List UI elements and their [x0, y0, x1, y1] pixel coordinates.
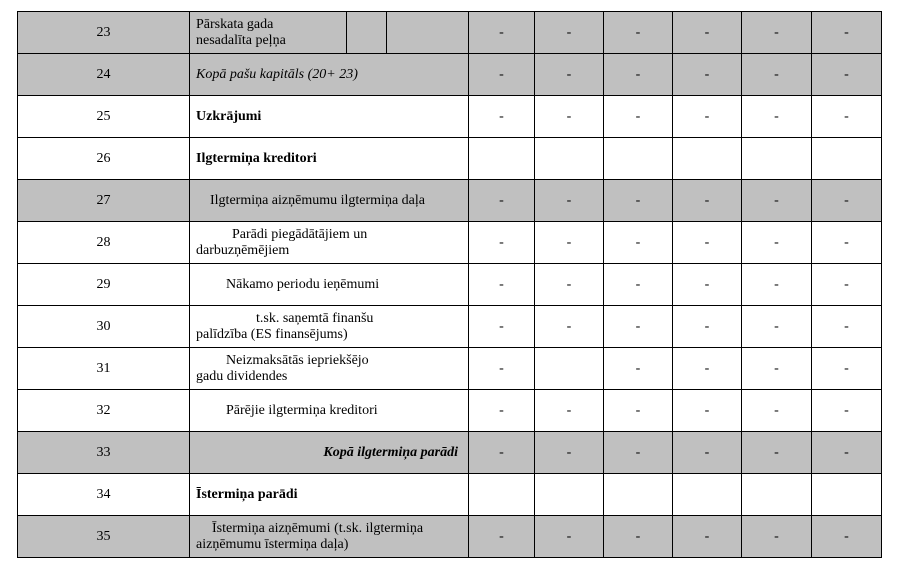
- value-cell: [812, 474, 882, 516]
- value-cell: -: [673, 222, 742, 264]
- value-cell: -: [673, 348, 742, 390]
- value-cell: -: [535, 306, 604, 348]
- row-label: Īstermiņa aizņēmumi (t.sk. ilgtermiņa aizņēmumu īstermiņa daļa): [190, 516, 469, 558]
- table-row: [18, 516, 882, 558]
- value-cell: -: [604, 432, 673, 474]
- table-row: [18, 96, 882, 138]
- value-cell: [469, 138, 535, 180]
- value-cell: -: [673, 516, 742, 558]
- value-cell: [535, 348, 604, 390]
- empty-cell: [387, 12, 469, 54]
- value-cell: -: [469, 12, 535, 54]
- value-cell: -: [812, 180, 882, 222]
- value-cell: -: [535, 12, 604, 54]
- value-cell: -: [535, 390, 604, 432]
- value-cell: [535, 138, 604, 180]
- row-label: Pārskata gada nesadalīta peļņa: [190, 12, 347, 54]
- value-cell: -: [535, 222, 604, 264]
- value-cell: [535, 474, 604, 516]
- value-cell: -: [469, 96, 535, 138]
- balance-sheet-table: [17, 11, 882, 558]
- value-cell: -: [673, 432, 742, 474]
- value-cell: -: [742, 432, 812, 474]
- value-cell: [742, 138, 812, 180]
- value-cell: -: [604, 516, 673, 558]
- value-cell: -: [535, 96, 604, 138]
- value-cell: [673, 474, 742, 516]
- table-row: [18, 306, 882, 348]
- value-cell: -: [673, 96, 742, 138]
- value-cell: [812, 138, 882, 180]
- row-number: 29: [18, 264, 190, 306]
- value-cell: -: [742, 12, 812, 54]
- value-cell: -: [812, 348, 882, 390]
- value-cell: [742, 474, 812, 516]
- value-cell: -: [742, 54, 812, 96]
- value-cell: -: [812, 54, 882, 96]
- row-label: Kopā pašu kapitāls (20+ 23): [190, 54, 469, 96]
- row-number: 26: [18, 138, 190, 180]
- value-cell: -: [742, 390, 812, 432]
- row-number: 30: [18, 306, 190, 348]
- table-row: [18, 348, 882, 390]
- row-number: 23: [18, 12, 190, 54]
- value-cell: -: [812, 12, 882, 54]
- value-cell: -: [812, 390, 882, 432]
- value-cell: -: [604, 54, 673, 96]
- value-cell: -: [604, 348, 673, 390]
- value-cell: -: [469, 390, 535, 432]
- value-cell: [604, 138, 673, 180]
- row-number: 24: [18, 54, 190, 96]
- value-cell: -: [742, 306, 812, 348]
- table-row: [18, 222, 882, 264]
- value-cell: -: [535, 516, 604, 558]
- value-cell: -: [604, 96, 673, 138]
- row-number: 35: [18, 516, 190, 558]
- value-cell: -: [604, 180, 673, 222]
- value-cell: -: [469, 264, 535, 306]
- row-label: Nākamo periodu ieņēmumi: [190, 264, 469, 306]
- row-label: Kopā ilgtermiņa parādi: [190, 432, 469, 474]
- value-cell: -: [742, 222, 812, 264]
- value-cell: -: [535, 180, 604, 222]
- row-number: 27: [18, 180, 190, 222]
- value-cell: -: [535, 432, 604, 474]
- value-cell: [673, 138, 742, 180]
- row-label: Īstermiņa parādi: [190, 474, 469, 516]
- value-cell: -: [812, 306, 882, 348]
- value-cell: -: [469, 306, 535, 348]
- table-row: [18, 474, 882, 516]
- value-cell: -: [604, 306, 673, 348]
- value-cell: -: [812, 264, 882, 306]
- empty-cell: [347, 12, 387, 54]
- table-row: [18, 12, 882, 54]
- value-cell: -: [535, 264, 604, 306]
- row-label: Pārējie ilgtermiņa kreditori: [190, 390, 469, 432]
- value-cell: -: [812, 516, 882, 558]
- value-cell: -: [742, 96, 812, 138]
- row-number: 31: [18, 348, 190, 390]
- value-cell: -: [469, 222, 535, 264]
- value-cell: -: [742, 516, 812, 558]
- table-row: [18, 180, 882, 222]
- table-row: [18, 54, 882, 96]
- value-cell: -: [812, 222, 882, 264]
- value-cell: [469, 474, 535, 516]
- row-number: 34: [18, 474, 190, 516]
- value-cell: [604, 474, 673, 516]
- row-number: 25: [18, 96, 190, 138]
- row-number: 32: [18, 390, 190, 432]
- table-row: [18, 138, 882, 180]
- value-cell: -: [469, 432, 535, 474]
- row-label: Ilgtermiņa aizņēmumu ilgtermiņa daļa: [190, 180, 469, 222]
- value-cell: -: [535, 54, 604, 96]
- value-cell: -: [604, 12, 673, 54]
- value-cell: -: [604, 390, 673, 432]
- value-cell: -: [604, 264, 673, 306]
- value-cell: -: [604, 222, 673, 264]
- value-cell: -: [673, 12, 742, 54]
- row-label: Ilgtermiņa kreditori: [190, 138, 469, 180]
- row-label: Uzkrājumi: [190, 96, 469, 138]
- value-cell: -: [673, 306, 742, 348]
- table-row: [18, 432, 882, 474]
- value-cell: -: [742, 348, 812, 390]
- value-cell: -: [469, 348, 535, 390]
- value-cell: -: [673, 180, 742, 222]
- row-number: 28: [18, 222, 190, 264]
- table-row: [18, 390, 882, 432]
- value-cell: -: [673, 54, 742, 96]
- value-cell: -: [812, 96, 882, 138]
- value-cell: -: [742, 180, 812, 222]
- row-label: Parādi piegādātājiem un darbuzņēmējiem: [190, 222, 469, 264]
- value-cell: -: [469, 516, 535, 558]
- value-cell: -: [469, 180, 535, 222]
- row-label: Neizmaksātās iepriekšējo gadu dividendes: [190, 348, 469, 390]
- row-label: t.sk. saņemtā finanšu palīdzība (ES finansējums): [190, 306, 469, 348]
- value-cell: -: [812, 432, 882, 474]
- value-cell: -: [742, 264, 812, 306]
- table-row: [18, 264, 882, 306]
- row-number: 33: [18, 432, 190, 474]
- value-cell: -: [673, 264, 742, 306]
- value-cell: -: [673, 390, 742, 432]
- value-cell: -: [469, 54, 535, 96]
